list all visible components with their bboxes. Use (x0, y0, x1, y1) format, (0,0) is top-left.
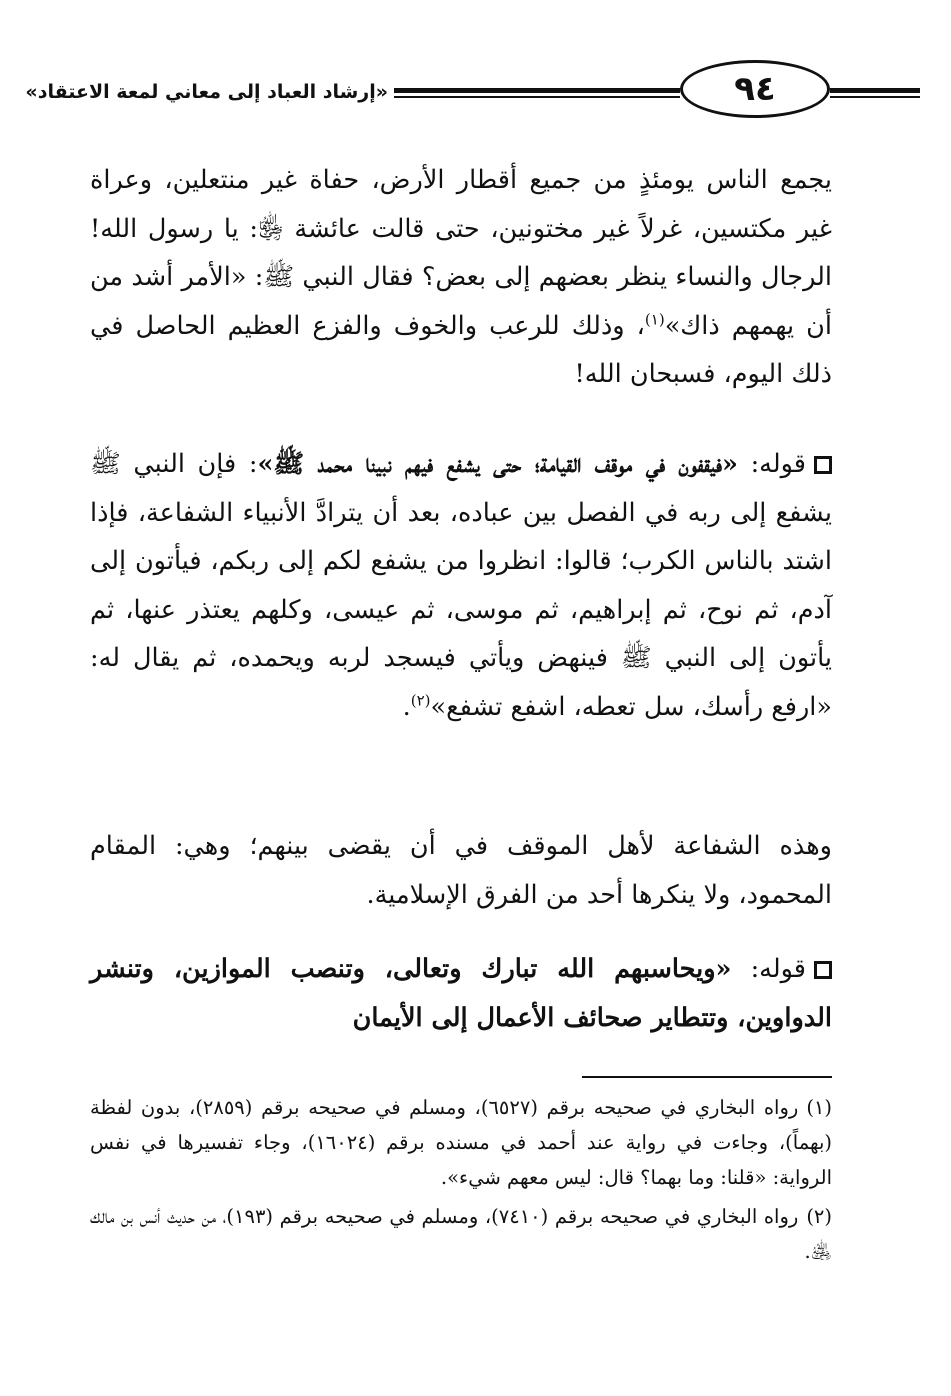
square-bullet-icon (814, 961, 832, 979)
page-number: ٩٤ (680, 60, 830, 118)
footnote-separator (582, 1076, 832, 1078)
paragraph-2 (90, 440, 832, 731)
footnotes (90, 1090, 832, 1273)
paragraph-2-label: قوله: (737, 449, 806, 479)
footnote-ref-2[interactable]: (٢) (410, 691, 431, 709)
footnote-number: (١) (806, 1096, 833, 1119)
footnote-1 (90, 1090, 832, 1195)
paragraph-2-quote: «فيقفون في موقف القيامة؛ حتى يشفع فيهم نبينا محمد ﷺ» (257, 449, 738, 479)
paragraph-2-text-b: . (402, 691, 411, 722)
running-title: «إرشاد العباد إلى معاني لمعة الاعتقاد» (88, 78, 394, 106)
paragraph-3-text: وهذه الشفاعة لأهل الموقف في أن يقضى بينهم؛ وهي: المقام المحمود، ولا ينكرها أحد من الفرق الإسلامية. (90, 831, 832, 910)
paragraph-3 (90, 822, 868, 919)
header-rule-thin-right (830, 96, 920, 98)
footnote-ref-1[interactable]: (١) (644, 310, 665, 328)
paragraph-4-label: قوله: (731, 954, 806, 984)
header-rule-thick-right (830, 88, 920, 93)
paragraph-1-text-a: يجمع الناس يومئذٍ من جميع أقطار الأرض، حفاة غير منتعلين، وعراة غير مكتسين، غرلاً غير مختونين، حتى قالت عائشة ﵂: يا رسول الله! الرجال والنساء ينظر بعضهم إلى بعض؟ فقال النبي ﷺ: «الأمر أشد من أن يهمهم ذاك» (90, 165, 832, 341)
square-bullet-icon (814, 456, 832, 474)
paragraph-1-text-b: ، وذلك للرعب والخوف والفزع العظيم الحاصل في ذلك اليوم، فسبحان الله! (90, 310, 832, 389)
paragraph-4-quote: «ويحاسبهم الله تبارك وتعالى، وتنصب الموازين، وتنشر الدواوين، وتتطاير صحائف الأعمال إلى الأيمان (90, 954, 832, 1033)
footnote-2 (90, 1199, 832, 1269)
paragraph-4 (90, 945, 832, 1042)
paragraph-2-text-a: : فإن النبي ﷺ يشفع إلى ربه في الفصل بين عباده، بعد أن يترادَّ الأنبياء الشفاعة، فإذا اشتد بالناس الكرب؛ قالوا: انظروا من يشفع لكم إلى ربكم، فيأتون إلى آدم، ثم نوح، ثم إبراهيم، ثم موسى، ثم عيسى، وكلهم يعتذر عنها، ثم يأتون إلى النبي ﷺ فينهض ويأتي فيسجد لربه ويحمده، ثم يقال له: «ارفع رأسك، سل تعطه، اشفع تشفع» (90, 449, 832, 722)
page-header (25, 60, 858, 130)
header-double-rule-right (830, 88, 920, 100)
footnote-text: رواه البخاري في صحيحه برقم (٧٤١٠)، ومسلم في صحيحه برقم (١٩٣)، من حديث أنس بن مالك ﵁. (90, 1205, 832, 1263)
paragraph-1 (90, 156, 832, 399)
footnote-number: (٢) (806, 1205, 833, 1228)
footnote-text: رواه البخاري في صحيحه برقم (٦٥٢٧)، ومسلم في صحيحه برقم (٢٨٥٩)، بدون لفظة (بهماً)، وجاءت في رواية عند أحمد في مسنده برقم (١٦٠٢٤)، وجاء تفسيرها في نفس الرواية: «قلنا: وما بهما؟ قال: ليس معهم شيء». (90, 1096, 833, 1189)
